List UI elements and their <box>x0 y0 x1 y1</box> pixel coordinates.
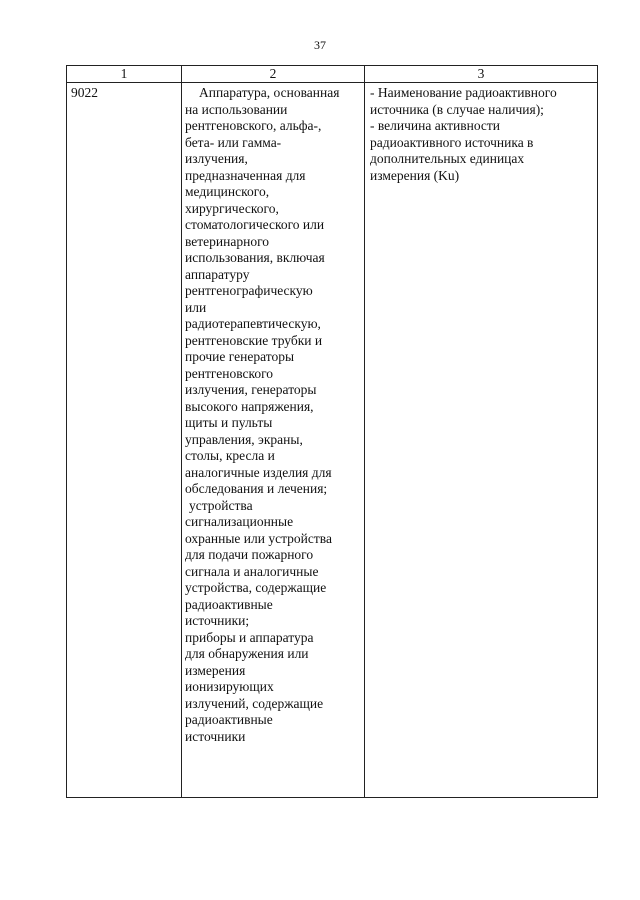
units-cell <box>365 83 598 798</box>
unit-line: дополнительных единицах <box>370 151 525 166</box>
description-line: для подачи пожарного <box>185 547 314 562</box>
description-line: медицинского, <box>185 184 270 199</box>
description-line: излучения, <box>185 151 248 166</box>
column-header-2: 2 <box>182 66 365 83</box>
description-line: или <box>185 299 207 315</box>
description-line: радиоактивные <box>185 596 273 612</box>
description-line: рентгеновского, альфа-, <box>185 118 322 133</box>
page-number: 37 <box>314 38 326 52</box>
description-line: радиотерапевтическую, <box>185 316 321 331</box>
description-line: бета- или гамма- <box>185 134 282 150</box>
description-line: столы, кресла и <box>185 448 275 463</box>
description-line: рентгеновского <box>185 365 274 381</box>
unit-line: источника (в случае наличия); <box>370 101 544 117</box>
product-code: 9022 <box>71 85 98 100</box>
description-line: источники; <box>185 613 250 628</box>
description-line: радиоактивные <box>185 712 273 727</box>
description-line: приборы и аппаратура <box>185 629 314 645</box>
description-line: сигнализационные <box>185 514 294 529</box>
description-line: на использовании <box>185 101 288 117</box>
table-header-row <box>67 66 598 83</box>
unit-line: - величина активности <box>370 118 501 133</box>
description-line: измерения <box>185 662 246 678</box>
description-line: устройства <box>189 497 253 513</box>
description-line: сигнала и аналогичные <box>185 563 319 579</box>
description-line: рентгеновские трубки и <box>185 332 323 348</box>
description-line: источники <box>185 728 246 744</box>
description-line: аналогичные изделия для <box>185 464 332 480</box>
description-line: ветеринарного <box>185 233 270 249</box>
customs-code-table <box>66 65 598 798</box>
description-line: Аппаратура, основанная <box>199 85 340 100</box>
description-line: для обнаружения или <box>185 646 309 661</box>
unit-line: - Наименование радиоактивного <box>370 85 557 100</box>
column-header-3: 3 <box>365 66 598 83</box>
description-line: ионизирующих <box>185 679 274 694</box>
description-line: обследования и лечения; <box>185 481 328 496</box>
description-line: излучения, генераторы <box>185 382 317 397</box>
unit-line: радиоактивного источника в <box>370 134 534 150</box>
description-line: использования, включая <box>185 250 325 265</box>
description-line: высокого напряжения, <box>185 398 314 414</box>
description-line: стоматологического или <box>185 217 325 232</box>
description-line: охранные или устройства <box>185 530 332 546</box>
description-cell <box>182 83 365 798</box>
description-line: излучений, содержащие <box>185 695 324 711</box>
table-row <box>67 83 598 798</box>
description-line: устройства, содержащие <box>185 580 327 595</box>
description-line: хирургического, <box>185 200 279 216</box>
code-cell <box>67 83 182 798</box>
unit-line: измерения (Ku) <box>370 167 460 183</box>
column-header-1: 1 <box>67 66 182 83</box>
description-line: прочие генераторы <box>185 349 295 364</box>
description-line: аппаратуру <box>185 266 250 282</box>
description-line: рентгенографическую <box>185 283 313 298</box>
description-line: щиты и пульты <box>185 415 273 430</box>
description-line: предназначенная для <box>185 167 306 183</box>
description-line: управления, экраны, <box>185 431 303 447</box>
